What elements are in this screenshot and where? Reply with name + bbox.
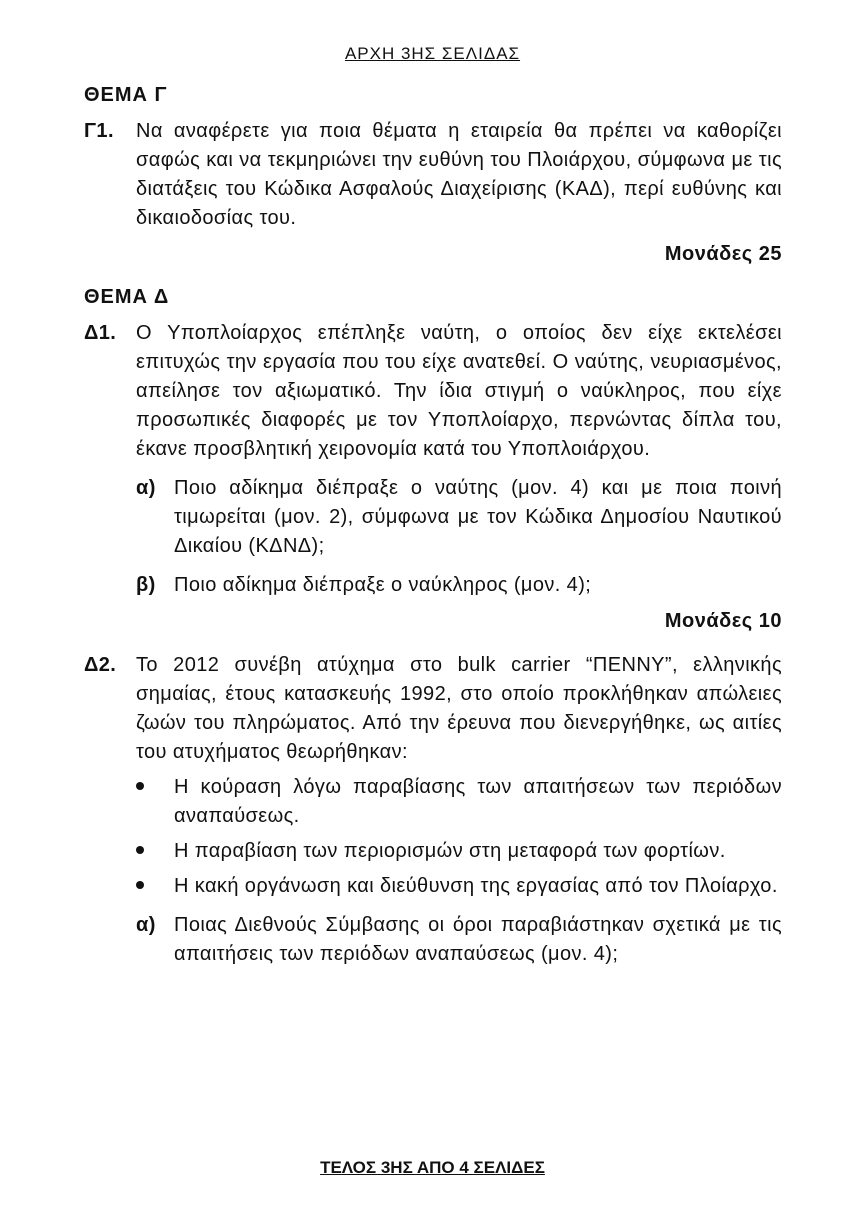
bullet-text: Η παραβίαση των περιορισμών στη μεταφορά των φορτίων. <box>174 840 726 862</box>
subquestion-text: Ποιας Διεθνούς Σύμβασης οι όροι παραβιάστηκαν σχετικά με τις απαιτήσεις των περιόδων αναπαύσεως (μον. 4); <box>174 914 782 965</box>
bullet-text: Η κούραση λόγω παραβίασης των απαιτήσεων των περιόδων αναπαύσεως. <box>174 776 782 827</box>
question-d1 <box>84 319 782 464</box>
question-text: Να αναφέρετε για ποια θέματα η εταιρεία θα πρέπει να καθορίζει σαφώς και να τεκμηριώνει την ευθύνη του Πλοιάρχου, σύμφωνα με τις διατάξεις του Κώδικα Ασφαλούς Διαχείρισης (ΚΑΔ), περί ευθύνης και δικαιοδοσίας του. <box>136 120 782 229</box>
subquestion-d1-b <box>136 571 782 600</box>
bullet-text: Η κακή οργάνωση και διεύθυνση της εργασίας από τον Πλοίαρχο. <box>174 875 778 897</box>
page-footer: ΤΕΛΟΣ 3ΗΣ ΑΠΟ 4 ΣΕΛΙΔΕΣ <box>320 1158 545 1177</box>
question-number: Δ2. <box>84 654 117 676</box>
bullet-icon <box>136 782 144 790</box>
subquestion-text: Ποιο αδίκημα διέπραξε ο ναύτης (μον. 4) και με ποια ποινή τιμωρείται (μον. 2), σύμφωνα με τον Κώδικα Δημοσίου Ναυτικού Δικαίου (ΚΔΝΔ); <box>174 477 782 557</box>
bullet-icon <box>136 881 144 889</box>
question-number: Δ1. <box>84 322 117 344</box>
units-d1: Μονάδες 10 <box>664 610 782 632</box>
subquestion-d1-a <box>136 474 782 561</box>
question-number: Γ1. <box>84 120 114 142</box>
bullet-item <box>136 872 782 901</box>
question-text: Ο Υποπλοίαρχος επέπληξε ναύτη, ο οποίος δεν είχε εκτελέσει επιτυχώς την εργασία που του είχε ανατεθεί. Ο ναύτης, νευριασμένος, απείλησε τον αξιωματικό. Την ίδια στιγμή ο ναύκληρος, που είχε προσωπικές διαφορές με τον Υποπλοίαρχο, περνώντας δίπλα του, έκανε προσβλητική χειρονομία κατά του Υποπλοιάρχου. <box>136 322 782 460</box>
bullet-item <box>136 837 782 866</box>
bullet-icon <box>136 846 144 854</box>
question-text: Το 2012 συνέβη ατύχημα στο bulk carrier “ΠΕΝΝΥ”, ελληνικής σημαίας, έτους κατασκευής 1992, στο οποίο προκλήθηκαν απώλειες ζωών του πληρώματος. Από την έρευνα που διενεργήθηκε, ως αιτίες του ατυχήματος θεωρήθηκαν: <box>136 654 782 763</box>
units-g: Μονάδες 25 <box>664 243 782 265</box>
page-header: ΑΡΧΗ 3ΗΣ ΣΕΛΙΔΑΣ <box>344 44 521 63</box>
bullet-item <box>136 773 782 831</box>
theme-g-title: ΘΕΜΑ Γ <box>84 84 168 106</box>
subquestion-d2-a <box>136 911 782 969</box>
subquestion-label: α) <box>136 914 156 936</box>
theme-d-title: ΘΕΜΑ Δ <box>84 286 170 308</box>
question-d2 <box>84 651 782 767</box>
subquestion-label: α) <box>136 477 156 499</box>
subquestion-text: Ποιο αδίκημα διέπραξε ο ναύκληρος (μον. 4); <box>174 574 592 596</box>
subquestion-label: β) <box>136 574 156 596</box>
question-g1 <box>84 117 782 233</box>
exam-content <box>84 84 782 969</box>
